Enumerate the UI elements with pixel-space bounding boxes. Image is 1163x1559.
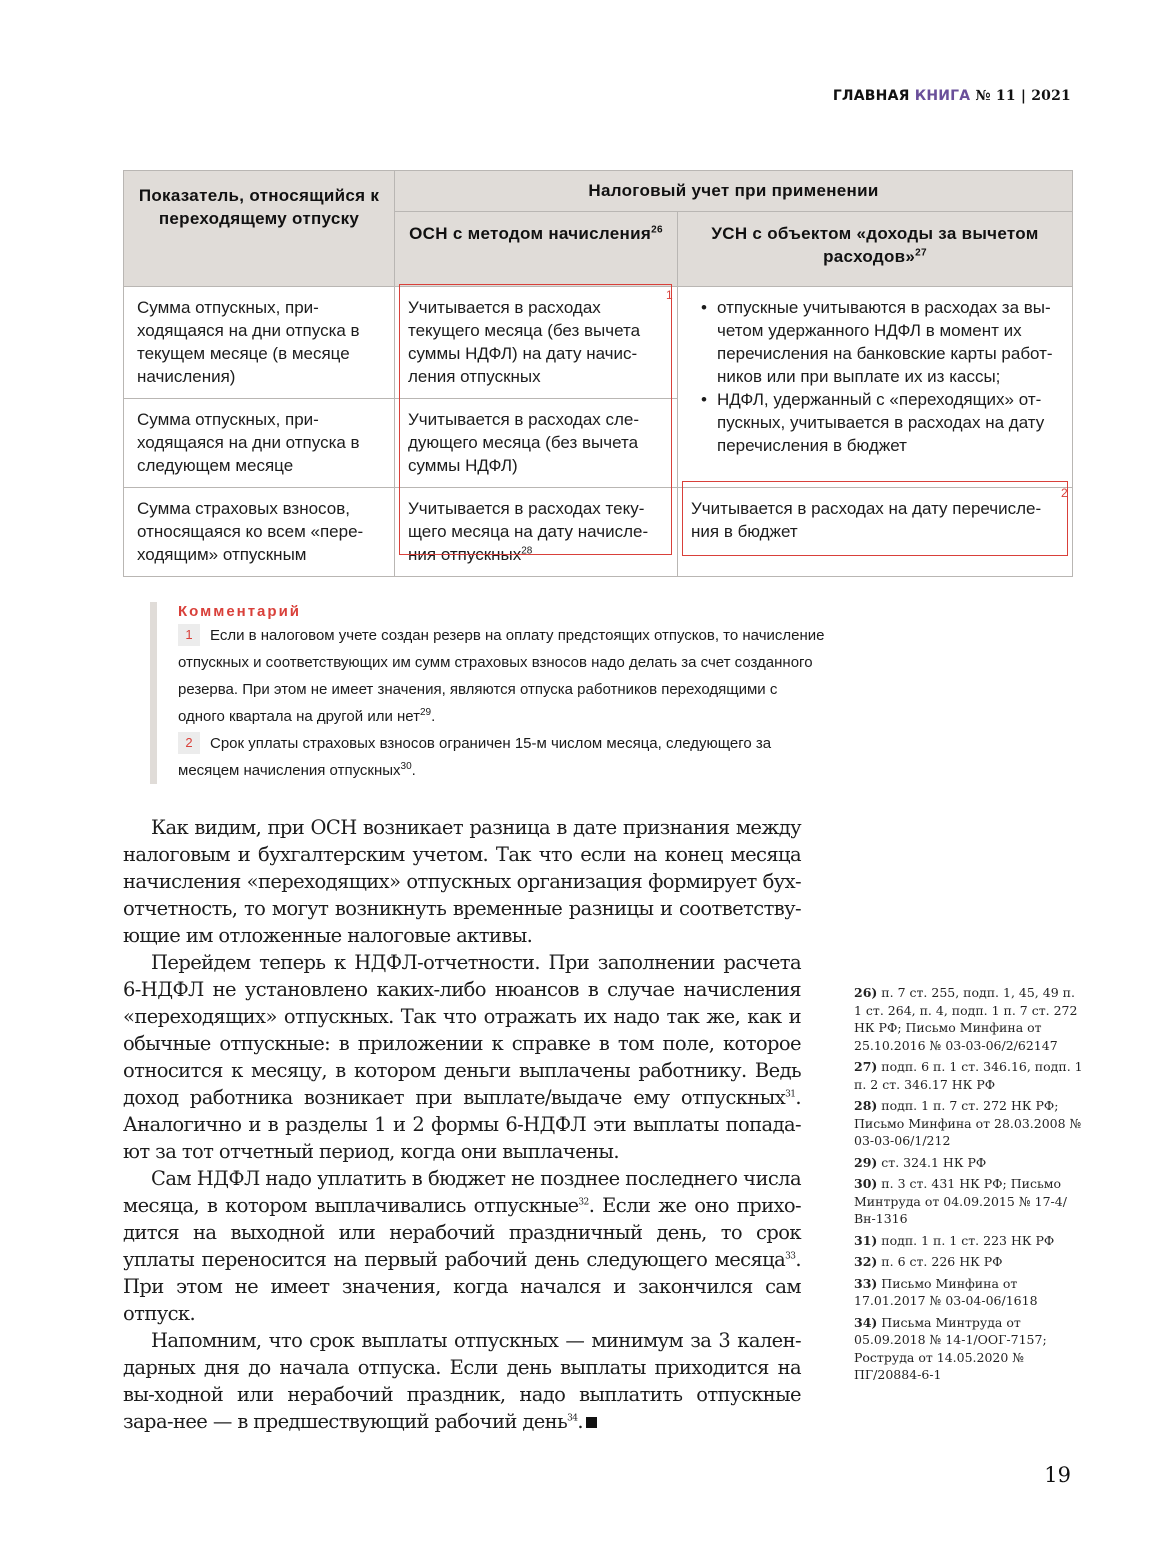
osn-cell: Учитывается в расходах сле-дующего месяца (без вычета суммы НДФЛ) [395,399,678,488]
indicator-cell: Сумма страховых взносов, относящаяся ко всем «пере-ходящим» отпускным [124,488,395,577]
footnote-ref: 31 [785,1089,796,1100]
footnote: 30) п. 3 ст. 431 НК РФ; Письмо Минтруда от 04.09.2015 № 17-4/Вн-1316 [854,1176,1067,1226]
footnote: 31) подп. 1 п. 1 ст. 223 НК РФ [854,1232,1055,1248]
usn-bullet-list [691,296,1062,457]
footnote: 27) подп. 6 п. 1 ст. 346.16, подп. 1 п. 2 ст. 346.17 НК РФ [854,1059,1083,1092]
highlight-label-1: 1 [666,288,673,302]
brand-name-part2: КНИГА [914,88,971,104]
footnote: 26) п. 7 ст. 255, подп. 1, 45, 49 п. 1 ст. 264, п. 4, подп. 1 п. 7 ст. 272 НК РФ; Письмо Минфина от 25.10.2016 № 03-03-06/2/62147 [854,985,1078,1053]
end-of-article-mark [586,1417,597,1428]
footnote: 32) п. 6 ст. 226 НК РФ [854,1254,1003,1269]
footnote-ref: 33 [785,1251,796,1262]
footnotes-column [854,984,1084,1388]
footnote-ref: 27 [915,247,927,259]
brand-name-part1: ГЛАВНАЯ [832,88,910,104]
paragraph: Сам НДФЛ надо уплатить в бюджет не позднее последнего числа месяца, в котором выплачивались отпускные$^{32}$. Если же оно прихо-дится на выходной или нерабочий праздничный день, то срок уплаты переносится на первый рабочий день следующего месяца$^{33}$. При этом не имеет значения, когда начался и закончился сам отпуск. [123,1167,801,1325]
comment-number-badge: 2 [178,732,200,754]
comment-title: Комментарий [178,603,302,620]
comment-item: 1 Если в налоговом учете создан резерв на оплату предстоящих отпусков, то начисление отпускных и соответствующих им сумм страховых взносов надо делать за счет созданного резерва. При этом не имеет значения, являются отпуска работников переходящими с одного квартала на другой или нет$^{29}$. [178,622,828,730]
footnote: 33) Письмо Минфина от 17.01.2017 № 03-04-06/1618 [854,1275,1038,1308]
footnote-ref: 28 [521,545,533,557]
footnote-ref: 29 [420,707,432,718]
indicator-cell: Сумма отпускных, при-ходящаяся на дни отпуска в следующем месяце [124,399,395,488]
osn-cell: Учитывается в расходах текущего месяца (без вычета суммы НДФЛ) на дату начис-ления отпускных [395,287,678,399]
osn-cell: Учитывается в расходах теку-щего месяца на дату начисле-ния отпускных$^{28}$ [395,488,678,577]
table-row [124,287,1073,399]
footnote: 28) подп. 1 п. 7 ст. 272 НК РФ; Письмо Минфина от 28.03.2008 № 03-03-06/1/212 [854,1098,1082,1148]
article-body [123,814,801,1435]
highlight-label-2: 2 [1061,486,1068,500]
comment-block [150,602,828,784]
indicator-cell: Сумма отпускных, при-ходящаяся на дни отпуска в текущем месяце (в месяце начисления) [124,287,395,399]
paragraph: Напомним, что срок выплаты отпускных — минимум за 3 кален-дарных дня до начала отпуска. Если день выплаты приходится на вы-ходной или нерабочий праздник, надо выплатить отпускные зара-нее — в предшествующий рабочий день$^{34}$. [123,1329,801,1433]
masthead [833,88,1071,104]
footnote-ref: 30 [400,761,412,772]
footnote-ref: 26 [651,224,663,236]
comment-item: 2 Срок уплаты страховых взносов ограничен 15-м числом месяца, следующего за месяцем начисления отпускных$^{30}$. [178,730,828,784]
usn-cell: Учитывается в расходах на дату перечисле-ния в бюджет [678,488,1073,577]
list-item: • отпускные учитываются в расходах за вы-четом удержанного НДФЛ в момент их перечисления на банковские карты работ-ников или при выплате их из кассы; [717,296,1062,388]
column-header-usn: УСН с объектом «доходы за вычетом расходов»$^{27}$ [678,212,1073,287]
paragraph: Перейдем теперь к НДФЛ-отчетности. При заполнении расчета 6-НДФЛ не установлено каких-либо нюансов в случае начисления «переходящих» отпускных. Так что отражать их надо так же, как и обычные отпускные: в приложении к справке в том поле, которое относится к месяцу, в котором деньги выплачены работнику. Ведь доход работника возникает при выплате/выдаче ему отпускных$^{31}$. Аналогично и в разделы 1 и 2 формы 6-НДФЛ эти выплаты попада-ют за тот отчетный период, когда они выплачены. [123,951,801,1163]
column-group-header: Налоговый учет при применении [395,171,1073,212]
footnote: 34) Письма Минтруда от 05.09.2018 № 14-1/ООГ-7157; Роструда от 14.05.2020 № ПГ/20884-6-1 [854,1314,1047,1382]
footnote-ref: 34 [567,1413,578,1424]
page-number: 19 [1044,1463,1071,1487]
tax-accounting-table [123,170,1073,577]
issue-number: № 11 | 2021 [975,88,1071,104]
footnote: 29) ст. 324.1 НК РФ [854,1154,987,1170]
column-header-osn: ОСН с методом начисления$^{26}$ [395,212,678,287]
paragraph: Как видим, при ОСН возникает разница в дате признания между налоговым и бухгалтерским учетом. Так что если на конец месяца начисления «переходящих» отпускных организация формирует бух-отчетность, то могут возникнуть временные разницы и соответству-ющие им отложенные налоговые активы. [123,816,801,947]
usn-merged-cell [678,287,1073,488]
footnote-ref: 32 [578,1197,589,1208]
column-header-indicator: Показатель, относящийся к переходящему отпуску [124,171,395,287]
table-row [124,488,1073,577]
comment-number-badge: 1 [178,624,200,646]
list-item: • НДФЛ, удержанный с «переходящих» от-пускных, учитывается в расходах на дату перечисления в бюджет [717,388,1062,457]
